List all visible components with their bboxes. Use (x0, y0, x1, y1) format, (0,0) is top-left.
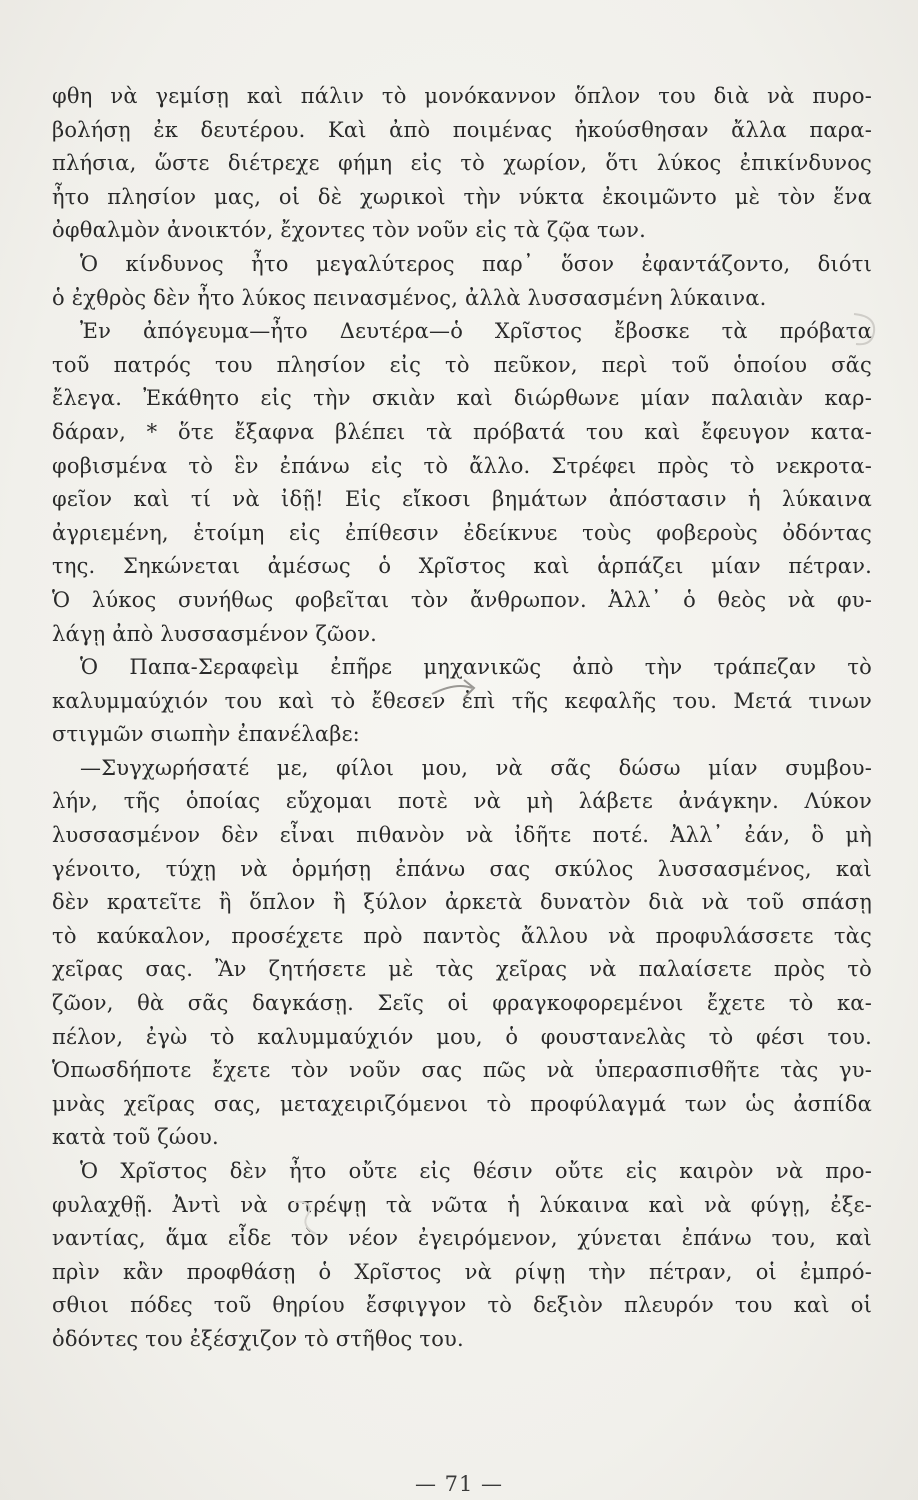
text-line: πλήσια, ὥστε διέτρεχε φήμη εἰς τὸ χωρίον, ὅτι λύκος ἐπικίνδυνος (52, 151, 872, 176)
text-line: φοβισμένα τὸ ἓν ἐπάνω εἰς τὸ ἄλλο. Στρέφει πρὸς τὸ νεκροτα- (52, 453, 872, 478)
text-line: φεῖον καὶ τί νὰ ἰδῇ! Εἰς εἴκοσι βημάτων ἀπόστασιν ἡ λύκαινα (52, 487, 872, 512)
text-line: της. Σηκώνεται ἀμέσως ὁ Χρῖστος καὶ ἁρπάζει μίαν πέτραν. (52, 554, 872, 579)
text-line: λυσσασμένον δὲν εἶναι πιθανὸν νὰ ἰδῆτε ποτέ. Ἀλλ᾿ ἐάν, ὃ μὴ (52, 823, 872, 848)
text-line: στιγμῶν σιωπὴν ἐπανέλαβε: (52, 722, 360, 747)
pencil-arrow-mark (428, 668, 488, 708)
text-line: φυλαχθῇ. Ἀντὶ νὰ στρέψῃ τὰ νῶτα ἡ λύκαινα καὶ νὰ φύγῃ, ἐξε- (52, 1192, 872, 1217)
text-line: ὀφθαλμὸν ἀνοικτόν, ἔχοντες τὸν νοῦν εἰς τὰ ζῷα των. (52, 218, 646, 243)
text-line: λήν, τῆς ὁποίας εὔχομαι ποτὲ νὰ μὴ λάβετε ἀνάγκην. Λύκον (52, 789, 872, 814)
text-line: ὁ ἐχθρὸς δὲν ἦτο λύκος πεινασμένος, ἀλλὰ λυσσασμένη λύκαινα. (52, 285, 767, 310)
body-text (52, 80, 872, 1357)
paragraph-start-line: Ὁ κίνδυνος ἦτο μεγαλύτερος παρ᾿ ὅσον ἐφαντάζοντο, διότι (80, 251, 872, 276)
text-line: γένοιτο, τύχῃ νὰ ὁρμήσῃ ἐπάνω σας σκύλος λυσσασμένος, καὶ (52, 856, 872, 881)
text-line: ἀγριεμένη, ἑτοίμη εἰς ἐπίθεσιν ἐδείκνυε τοὺς φοβεροὺς ὀδόντας (52, 520, 872, 545)
pencil-faint-mark (286, 1196, 326, 1240)
page-number: — 71 — (414, 1472, 504, 1496)
text-line: ἔλεγα. Ἐκάθητο εἰς τὴν σκιὰν καὶ διώρθωνε μίαν παλαιὰν καρ- (52, 386, 872, 411)
text-line: τὸ καύκαλον, προσέχετε πρὸ παντὸς ἄλλου νὰ προφυλάσσετε τὰς (52, 923, 872, 948)
text-line: Ὁ λύκος συνήθως φοβεῖται τὸν ἄνθρωπον. Ἀλλ᾿ ὁ θεὸς νὰ φυ- (52, 587, 872, 612)
text-line: σθιοι πόδες τοῦ θηρίου ἔσφιγγον τὸ δεξιὸν πλευρόν του καὶ οἱ (52, 1293, 872, 1318)
text-line: τοῦ πατρός του πλησίον εἰς τὸ πεῦκον, περὶ τοῦ ὁποίου σᾶς (52, 352, 872, 377)
text-line: ἦτο πλησίον μας, οἱ δὲ χωρικοὶ τὴν νύκτα ἐκοιμῶντο μὲ τὸν ἕνα (52, 184, 872, 209)
text-line: Ὁπωσδήποτε ἔχετε τὸν νοῦν σας πῶς νὰ ὑπερασπισθῆτε τὰς γυ- (52, 1058, 872, 1083)
text-line: ὀδόντες του ἐξέσχιζον τὸ στῆθος του. (52, 1326, 464, 1351)
paragraph-start-line: Ὁ Παπα-Σεραφεὶμ ἐπῆρε μηχανικῶς ἀπὸ τὴν τράπεζαν τὸ (80, 655, 872, 680)
text-line: βολήσῃ ἐκ δευτέρου. Καὶ ἀπὸ ποιμένας ἠκούσθησαν ἄλλα παρα- (52, 117, 872, 142)
text-line: χεῖρας σας. Ἂν ζητήσετε μὲ τὰς χεῖρας νὰ παλαίσετε πρὸς τὸ (52, 957, 872, 982)
text-line: φθη νὰ γεμίσῃ καὶ πάλιν τὸ μονόκαννον ὅπλον του διὰ νὰ πυρο- (52, 84, 872, 108)
text-line: ναντίας, ἅμα εἶδε τὸν νέον ἐγειρόμενον, χύνεται ἐπάνω του, καὶ (52, 1226, 872, 1251)
text-line: ζῶον, θὰ σᾶς δαγκάσῃ. Σεῖς οἱ φραγκοφορεμένοι ἔχετε τὸ κα- (52, 991, 872, 1016)
text-line: λάγῃ ἀπὸ λυσσασμένον ζῶον. (52, 621, 378, 646)
text-line: πέλον, ἐγὼ τὸ καλυμμαύχιόν μου, ὁ φουστανελὰς τὸ φέσι του. (52, 1024, 872, 1049)
text-line: πρὶν κἂν προφθάσῃ ὁ Χρῖστος νὰ ρίψῃ τὴν πέτραν, οἱ ἐμπρό- (52, 1259, 872, 1284)
text-line: δὲν κρατεῖτε ἢ ὅπλον ἢ ξύλον ἀρκετὰ δυνατὸν διὰ νὰ τοῦ σπάσῃ (52, 890, 872, 915)
paragraph-start-line: —Συγχωρήσατέ με, φίλοι μου, νὰ σᾶς δώσω μίαν συμβου- (80, 755, 872, 780)
pencil-margin-mark (846, 308, 886, 352)
text-line: μνὰς χεῖρας σας, μεταχειριζόμενοι τὸ προφύλαγμά των ὡς ἀσπίδα (52, 1091, 872, 1116)
text-line: δάραν, * ὅτε ἔξαφνα βλέπει τὰ πρόβατά του καὶ ἔφευγον κατα- (52, 419, 872, 444)
text-line: καλυμμαύχιόν του καὶ τὸ ἔθεσεν ἐπὶ τῆς κεφαλῆς του. Μετά τινων (52, 688, 872, 713)
text-line: κατὰ τοῦ ζώου. (52, 1125, 219, 1150)
paragraph-start-line: Ἐν ἀπόγευμα—ἦτο Δευτέρα—ὁ Χρῖστος ἔβοσκε τὰ πρόβατα (80, 319, 872, 344)
paragraph-start-line: Ὁ Χρῖστος δὲν ἦτο οὔτε εἰς θέσιν οὔτε εἰς καιρὸν νὰ προ- (80, 1159, 872, 1183)
